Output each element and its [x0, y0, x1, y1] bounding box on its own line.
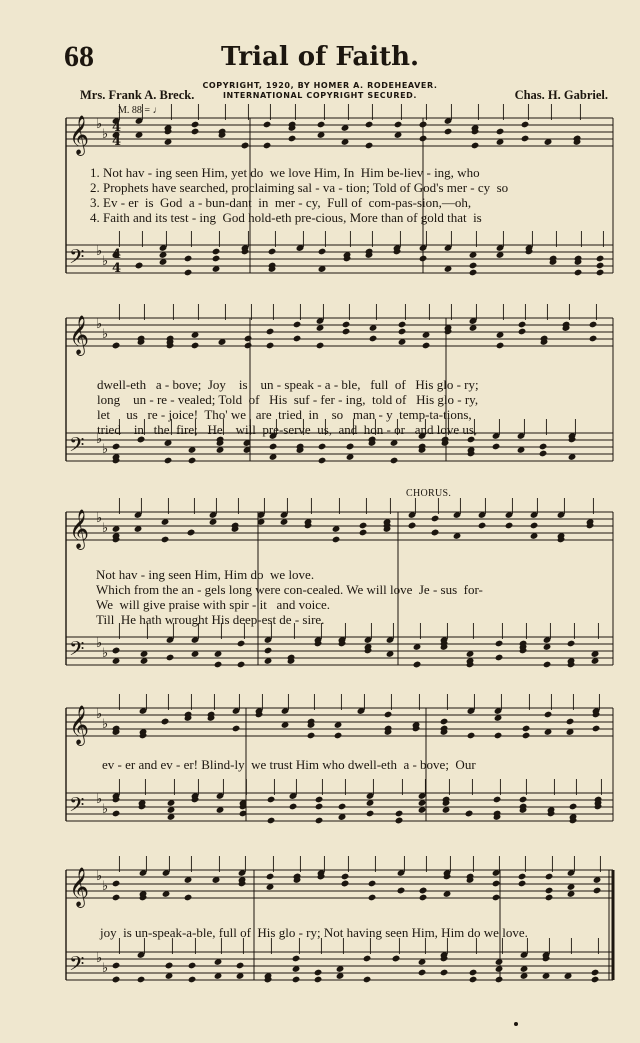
note-head: [369, 335, 378, 343]
note-head: [496, 128, 505, 136]
note-head: [493, 796, 502, 804]
flat-sign-icon: ♭: [96, 317, 103, 332]
note-head: [267, 817, 276, 825]
note-head: [440, 718, 449, 726]
note-head: [241, 142, 250, 150]
verse-2-line-2: long un - re - vealed; Told of His suf - fer - ing, told of His glo - ry,: [97, 392, 479, 407]
note-head: [589, 321, 598, 329]
note-head: [469, 269, 478, 277]
note-head: [592, 725, 601, 733]
time-signature: 4: [112, 261, 122, 276]
note-head: [268, 248, 277, 256]
note-head: [318, 457, 327, 465]
note-head: [366, 810, 375, 818]
note-head: [187, 529, 196, 537]
flat-sign-icon: ♭: [102, 646, 109, 661]
flat-sign-icon: ♭: [96, 244, 103, 259]
note-head: [232, 725, 241, 733]
bass-clef-icon: 𝄢: [69, 793, 85, 821]
note-head: [293, 335, 302, 343]
note-head: [317, 121, 326, 129]
verse-1-line-2: dwell-eth a - bove; Joy is un - speak - a - ble, full of His glo - ry;: [97, 377, 479, 392]
note-head: [545, 894, 554, 902]
note-head: [314, 969, 323, 977]
copyright-line-1: COPYRIGHT, 1920, BY HOMER A. RODEHEAVER.: [202, 81, 438, 90]
note-head: [465, 810, 474, 818]
note-head: [589, 335, 598, 343]
note-head: [591, 976, 600, 984]
note-head: [518, 321, 527, 329]
chorus-label: CHORUS.: [406, 488, 452, 499]
composer: Chas. H. Gabriel.: [514, 88, 608, 102]
note-head: [398, 328, 407, 336]
note-head: [166, 654, 175, 662]
note-head: [495, 976, 504, 984]
time-signature: 4: [112, 134, 122, 149]
note-head: [530, 522, 539, 530]
note-head: [332, 536, 341, 544]
page-dot: [514, 1022, 518, 1026]
note-head: [518, 873, 527, 881]
note-head: [137, 976, 146, 984]
hymn-title: Trial of Faith.: [220, 42, 420, 72]
note-head: [112, 810, 121, 818]
note-head: [164, 457, 173, 465]
note-head: [566, 718, 575, 726]
verse-3-line-3: We will give praise with spir - it and voice.: [96, 597, 330, 612]
bass-clef-icon: 𝄢: [69, 433, 85, 461]
note-head: [318, 248, 327, 256]
note-head: [596, 255, 605, 263]
flat-sign-icon: ♭: [96, 511, 103, 526]
note-head: [365, 121, 374, 129]
note-head: [365, 142, 374, 150]
note-head: [395, 817, 404, 825]
note-head: [184, 269, 193, 277]
hymn-number: 68: [64, 40, 94, 73]
note-head: [408, 522, 417, 530]
verse-1-line-1: 1. Not hav - ing seen Him, yet do we love Him, In Him be-liev - ing, who: [90, 165, 480, 180]
note-head: [112, 647, 121, 655]
note-head: [307, 732, 316, 740]
treble-clef-icon: 𝄞: [69, 115, 90, 155]
note-head: [161, 536, 170, 544]
note-head: [267, 796, 276, 804]
treble-clef-icon: 𝄞: [69, 705, 90, 745]
note-head: [161, 718, 170, 726]
chorus-line-2: joy is un-speak-a-ble, full of His glo - ry; Not having seen Him, Him do we love.: [100, 925, 528, 940]
note-head: [315, 803, 324, 811]
note-head: [478, 522, 487, 530]
time-signature: 4: [112, 120, 122, 135]
note-head: [543, 661, 552, 669]
note-head: [112, 880, 121, 888]
note-head: [467, 732, 476, 740]
note-head: [316, 342, 325, 350]
flat-sign-icon: ♭: [102, 879, 109, 894]
bass-clef-icon: 𝄢: [69, 952, 85, 980]
note-head: [191, 342, 200, 350]
flat-sign-icon: ♭: [96, 117, 103, 132]
note-head: [419, 887, 428, 895]
treble-clef-icon: 𝄞: [69, 509, 90, 549]
verse-2-line-1: 2. Prophets have searched, proclaiming sal - va - tion; Told of God's mer - cy so: [90, 180, 509, 195]
note-head: [363, 955, 372, 963]
note-head: [266, 328, 275, 336]
flat-sign-icon: ♭: [102, 521, 109, 536]
note-head: [188, 976, 197, 984]
flat-sign-icon: ♭: [96, 432, 103, 447]
note-head: [315, 817, 324, 825]
note-head: [212, 255, 221, 263]
note-head: [292, 976, 301, 984]
lyricist: Mrs. Frank A. Breck.: [80, 88, 195, 102]
note-head: [191, 128, 200, 136]
note-head: [431, 529, 440, 537]
note-head: [545, 873, 554, 881]
flat-sign-icon: ♭: [102, 961, 109, 976]
treble-clef-icon: 𝄞: [69, 867, 90, 907]
verse-3-line-2: let us re - joice! Tho' we are tried in so man - y temp-ta-tions,: [97, 407, 472, 422]
note-head: [191, 121, 200, 129]
note-head: [368, 880, 377, 888]
flat-sign-icon: ♭: [96, 636, 103, 651]
note-head: [112, 976, 121, 984]
time-signature: 4: [112, 247, 122, 262]
note-head: [518, 880, 527, 888]
note-head: [413, 661, 422, 669]
note-head: [496, 342, 505, 350]
note-head: [596, 262, 605, 270]
note-head: [315, 796, 324, 804]
note-head: [334, 732, 343, 740]
note-head: [212, 248, 221, 256]
note-head: [495, 654, 504, 662]
note-head: [569, 803, 578, 811]
treble-clef-icon: 𝄞: [69, 315, 90, 355]
note-head: [545, 887, 554, 895]
note-head: [293, 321, 302, 329]
note-head: [521, 121, 530, 129]
tempo-marking: M. 88 = ♩: [118, 105, 163, 116]
note-head: [266, 342, 275, 350]
note-head: [112, 962, 121, 970]
flat-sign-icon: ♭: [96, 792, 103, 807]
note-head: [188, 457, 197, 465]
note-head: [492, 443, 501, 451]
note-head: [392, 955, 401, 963]
copyright-line-2: INTERNATIONAL COPYRIGHT SECURED.: [222, 91, 418, 100]
flat-sign-icon: ♭: [102, 254, 109, 269]
note-head: [431, 515, 440, 523]
flat-sign-icon: ♭: [102, 127, 109, 142]
note-head: [314, 976, 323, 984]
note-head: [112, 342, 121, 350]
note-head: [341, 880, 350, 888]
note-head: [574, 269, 583, 277]
note-head: [338, 803, 347, 811]
note-head: [418, 969, 427, 977]
note-head: [596, 269, 605, 277]
flat-sign-icon: ♭: [102, 442, 109, 457]
note-head: [244, 335, 253, 343]
note-head: [244, 342, 253, 350]
note-head: [237, 661, 246, 669]
note-head: [567, 640, 576, 648]
note-head: [363, 976, 372, 984]
note-head: [384, 711, 393, 719]
flat-sign-icon: ♭: [96, 951, 103, 966]
note-head: [419, 894, 428, 902]
note-head: [237, 640, 246, 648]
note-head: [359, 529, 368, 537]
bass-clef-icon: 𝄢: [69, 637, 85, 665]
note-head: [269, 443, 278, 451]
note-head: [539, 450, 548, 458]
note-head: [444, 128, 453, 136]
note-head: [368, 894, 377, 902]
note-head: [112, 894, 121, 902]
verse-3-line-1: 3. Ev - er is God a - bun-dant in mer - cy, Full of com-pas-sion,—oh,: [90, 195, 472, 210]
note-head: [469, 976, 478, 984]
note-head: [469, 262, 478, 270]
verse-1-line-3: Not hav - ing seen Him, Him do we love.: [96, 567, 315, 582]
note-head: [135, 262, 144, 270]
note-head: [318, 443, 327, 451]
verse-4-line-2: tried in the fire; He will pre-serve us, and hon - or and love us,: [97, 422, 478, 437]
note-head: [522, 725, 531, 733]
note-head: [539, 443, 548, 451]
note-head: [184, 255, 193, 263]
note-head: [521, 135, 530, 143]
note-head: [492, 880, 501, 888]
note-head: [471, 142, 480, 150]
note-head: [263, 121, 272, 129]
note-head: [390, 457, 399, 465]
note-head: [266, 873, 275, 881]
note-head: [342, 321, 351, 329]
note-head: [214, 661, 223, 669]
note-head: [522, 732, 531, 740]
note-head: [346, 443, 355, 451]
verse-4-line-3: Till He hath wrought His deep-est de - sire.: [96, 612, 325, 627]
flat-sign-icon: ♭: [96, 707, 103, 722]
note-head: [288, 135, 297, 143]
note-head: [184, 894, 193, 902]
bass-clef-icon: 𝄢: [69, 245, 85, 273]
note-head: [188, 962, 197, 970]
note-head: [495, 640, 504, 648]
note-head: [519, 796, 528, 804]
note-head: [359, 522, 368, 530]
note-head: [289, 803, 298, 811]
note-head: [263, 142, 272, 150]
note-head: [492, 894, 501, 902]
note-head: [341, 873, 350, 881]
note-head: [593, 887, 602, 895]
note-head: [264, 647, 273, 655]
note-head: [165, 962, 174, 970]
note-head: [292, 955, 301, 963]
chorus-line-1: ev - er and ev - er! Blind-ly we trust Him who dwell-eth a - bove; Our: [102, 757, 476, 772]
note-head: [469, 969, 478, 977]
note-head: [518, 328, 527, 336]
note-head: [505, 522, 514, 530]
note-head: [422, 342, 431, 350]
note-head: [440, 969, 449, 977]
note-head: [544, 711, 553, 719]
verse-2-line-3: Which from the an - gels long were con-cealed. We will love Je - sus for-: [96, 582, 483, 597]
verse-4-line-1: 4. Faith and its test - ing God hold-eth pre-cious, More than of gold that is: [90, 210, 482, 225]
note-head: [394, 121, 403, 129]
flat-sign-icon: ♭: [102, 717, 109, 732]
note-head: [236, 962, 245, 970]
note-head: [395, 810, 404, 818]
note-head: [398, 321, 407, 329]
note-head: [494, 732, 503, 740]
note-head: [342, 328, 351, 336]
note-head: [397, 887, 406, 895]
flat-sign-icon: ♭: [96, 869, 103, 884]
note-head: [591, 969, 600, 977]
flat-sign-icon: ♭: [102, 327, 109, 342]
flat-sign-icon: ♭: [102, 802, 109, 817]
note-head: [112, 443, 121, 451]
